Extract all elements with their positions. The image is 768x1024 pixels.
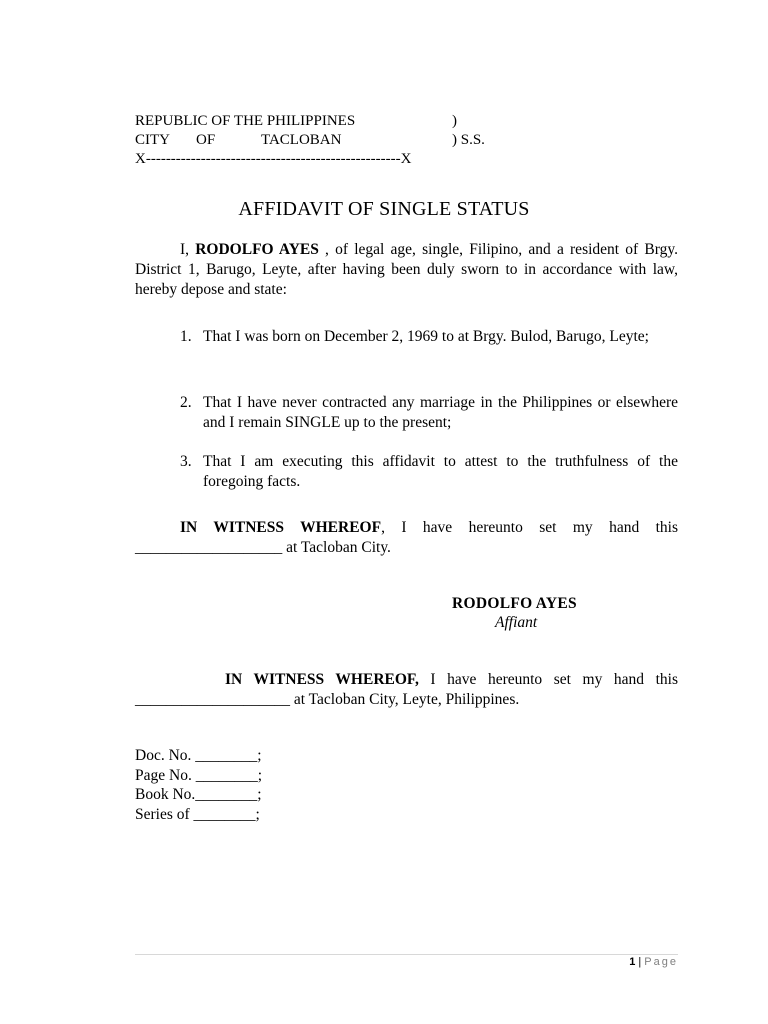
caption-republic-row (135, 112, 457, 131)
caption-republic: REPUBLIC OF THE PHILIPPINES (135, 113, 356, 129)
witness-paragraph-affiant (135, 518, 678, 558)
page-label: Page (644, 956, 678, 968)
list-item-number: 2. (180, 394, 192, 411)
footer-separator: | (638, 956, 642, 968)
intro-prefix: I, (180, 241, 196, 258)
signatory-role: Affiant (495, 614, 538, 631)
series-line: Series of ________; (135, 805, 260, 823)
list-item-number: 3. (180, 453, 192, 470)
list-item-text: That I have never contracted any marriage in the Philippines or elsewhere and I remain SINGLE up to the present; (203, 394, 678, 431)
page-number: 1 (629, 956, 636, 968)
venue-caption (135, 112, 485, 169)
intro-paragraph (135, 240, 678, 300)
intro-text: , of legal age, single, Filipino, and a resident of Brgy. District 1, Barugo, Leyte, after having been duly sworn to in accordance with law, hereby depose and state: (135, 241, 678, 298)
doc-no-line: Doc. No. ________; (135, 747, 262, 764)
page-no-line: Page No. ________; (135, 766, 263, 784)
notarial-register (135, 746, 262, 824)
page-footer (629, 956, 678, 968)
list-item (180, 452, 678, 492)
caption-of-word: OF (196, 132, 216, 148)
witness-heading: IN WITNESS WHEREOF, (225, 671, 419, 688)
caption-city-row (135, 131, 485, 150)
witness-text: , I have hereunto set my hand this ___________________ at Tacloban City. (135, 519, 678, 556)
book-no-line: Book No.________; (135, 786, 262, 803)
list-item-text: That I am executing this affidavit to attest to the truthfulness of the foregoing facts. (203, 453, 678, 490)
list-item (180, 393, 678, 433)
footer-divider (135, 954, 678, 955)
witness-paragraph-notary (135, 670, 678, 710)
witness-text: I have hereunto set my hand this ____________________ at Tacloban City, Leyte, Philippines. (135, 671, 678, 708)
signatory-name: RODOLFO AYES (452, 595, 577, 612)
list-item-text: That I was born on December 2, 1969 to at Brgy. Bulod, Barugo, Leyte; (203, 328, 649, 345)
list-item (180, 327, 678, 347)
document-title: AFFIDAVIT OF SINGLE STATUS (238, 198, 530, 220)
list-item-number: 1. (180, 328, 192, 345)
caption-city-word: CITY (135, 132, 170, 148)
witness-heading: IN WITNESS WHEREOF (180, 519, 382, 536)
caption-separator: X---------------------------------------------------X (135, 151, 412, 167)
caption-ss: ) S.S. (452, 132, 485, 148)
affiant-name: RODOLFO AYES (195, 241, 319, 258)
caption-tacloban-word: TACLOBAN (261, 132, 342, 148)
caption-paren: ) (452, 113, 457, 129)
